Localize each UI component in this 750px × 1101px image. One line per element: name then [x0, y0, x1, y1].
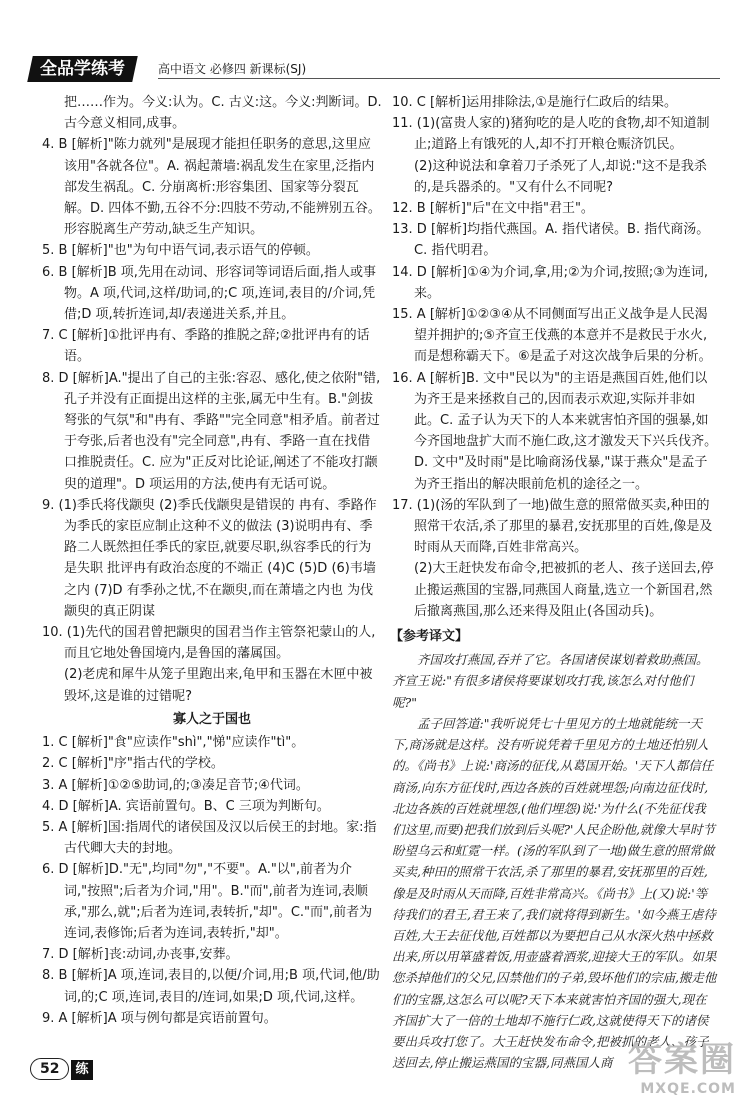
right-column [392, 92, 718, 1073]
answer-item: (2)这种说法和拿着刀子杀死了人,却说:"这不是我杀的,是兵器杀的。"又有什么不同呢? [414, 158, 707, 195]
header-subtitle: 高中语文 必修四 新课标(SJ) [158, 62, 307, 76]
answer-item: 2. C [解析]"序"指古代的学校。 [42, 756, 224, 772]
answer-item: 14. D [解析]①④为介词,拿,用;②为介词,按照;③为连词,来。 [392, 264, 708, 301]
answer-item: 把……作为。今义:认为。C. 古义:这。今义:判断词。D. 古今意义相同,成事。 [64, 95, 382, 132]
answer-item: 11. (1)(富贵人家的)猪狗吃的是人吃的食物,却不知道制止;道路上有饿死的人,却不打开粮仓赈济饥民。 [392, 116, 710, 153]
answer-item: 15. A [解析]①②③④从不同侧面写出正义战争是人民渴望并拥护的;⑤齐宣王伐燕的本意并不是救民于水火,而是想称霸天下。⑥是孟子对这次战争后果的分析。 [392, 307, 712, 365]
answer-item: 4. B [解析]"陈力就列"是展现才能担任职务的意思,这里应该用"各就各位"。A. 祸起萧墙:祸乱发生在家里,泛指内部发生祸乱。C. 分崩离析:形容集团、国家等分裂瓦解。D. 四体不勤,五谷不分:四肢不劳动,不能辨别五谷。形容脱离生产劳动,缺乏生产知识。 [42, 137, 381, 238]
page-footer [30, 1058, 93, 1082]
answer-item: 7. D [解析]丧:动词,办丧事,安葬。 [42, 947, 239, 963]
watermark-url: MXQE.COM [640, 1081, 736, 1097]
answer-item: 17. (1)(汤的军队到了一地)做生意的照常做买卖,种田的照常干农活,杀了那里的暴君,安抚那里的百姓,像是及时雨从天而降,百姓非常高兴。 [392, 497, 713, 556]
answer-item: 9. (1)季氏将伐颛臾 (2)季氏伐颛臾是错误的 冉有、季路作为季氏的家臣应制止这种不义的做法 (3)说明冉有、季路二人既然担任季氏的家臣,就要尽职,纵容季氏的行为是失职 批评冉有政治态度的不端正 (4)C (5)D (6)韦墙之内 (7)D 有季孙之忧,不在颛臾,而在萧墙之内也 为伐颛臾的真正阴谋 [42, 497, 377, 619]
practice-tag: 练 [71, 1060, 92, 1080]
answer-item: 16. A [解析]B. 文中"民以为"的主语是燕国百姓,他们以为齐王是来拯救自己的,因而表示欢迎,实际并非如此。C. 孟子认为天下的人本来就害怕齐国的强暴,如今齐国地盘扩大而不施仁政,这才激发天下兴兵伐齐。D. 文中"及时雨"是比喻商汤伐暴,"谋于燕众"是孟子为齐王指出的解决眼前危机的途径之一。 [392, 370, 718, 492]
page-number: 52 [30, 1058, 69, 1080]
answer-item: 6. B [解析]B 项,先用在动词、形容词等词语后面,指人或事物。A 项,代词,这样/助词,的;C 项,连词,表目的/介词,凭借;D 项,转折连词,却/表递进关系,并且。 [42, 264, 377, 323]
answer-item: 6. D [解析]D."无",均同"勿","不要"。A."以",前者为介词,"按照";后者为介词,"用"。B."而",前者为连词,表顺承,"那么,就";后者为连词,表转折,"却"。C."而",前者为连词,表修饰;后者为连词,表转折,"却"。 [42, 862, 373, 941]
answer-item: 10. C [解析]运用排除法,①是施行仁政后的结果。 [392, 95, 677, 110]
section-title: 寡人之于国也 [172, 711, 251, 727]
left-column [42, 92, 382, 1029]
answer-item: 7. C [解析]①批评冉有、季路的推脱之辞;②批评冉有的话语。 [42, 328, 370, 365]
translation-paragraph: 孟子回答道:"我听说凭七十里见方的土地就能统一天下,商汤就是这样。没有听说凭着千里见方的土地还怕别人的。《尚书》上说:'商汤的征伐,从葛国开始。'天下人都信任商汤,向东方征伐时,西边各族的百姓就埋怨;向南边征伐时,北边各族的百姓就埋怨,(他们埋怨)说:'为什么(不先征伐我们这里,而要)把我们放到后头呢?'人民企盼他,就像大旱时节盼望乌云和虹霓一样。(汤的军队到了一地)做生意的照常做买卖,种田的照常干农活,杀了那里的暴君,安抚那里的百姓,像是及时雨从天而降,百姓非常高兴。《尚书》上(又)说:'等待我们的君王,君王来了,我们就将得到新生。'如今燕王虐待百姓,大王去征伐他,百姓都以为要把自己从水深火热中拯救出来,所以用箪盛着饭,用壶盛着酒浆,迎接大王的军队。如果您杀掉他们的父兄,囚禁他们的子弟,毁坏他们的宗庙,搬走他们的宝器,这怎么可以呢?天下本来就害怕齐国的强大,现在齐国扩大了一倍的土地却不施行仁政,这就使得天下的诸侯要出兵攻打您了。大王赶快发布命令,把被抓的老人、孩子送回去,停止搬运燕国的宝器,同燕国人商 [392, 715, 717, 1071]
answer-item: 8. D [解析]A."提出了自己的主张:容忍、感化,使之依附"错,孔子并没有正面提出这样的主张,属无中生有。B."剑拔弩张的气氛"和"冉有、季路""完全同意"相矛盾。前者过于夸张,后者也没有"完全同意",冉有、季路一直在找借口推脱责任。C. 应为"正反对比论证,阐述了不能攻打颛臾的道理"。D 项运用的方法,使冉有无话可说。 [42, 370, 381, 492]
answer-item: 13. D [解析]均指代燕国。A. 指代诸侯。B. 指代商汤。C. 指代明君。 [392, 222, 710, 259]
answer-item: (2)大王赶快发布命令,把被抓的老人、孩子送回去,停止搬运燕国的宝器,同燕国人商量,选立一个新国君,然后撤离燕国,那么还来得及阻止(各国动兵)。 [414, 561, 714, 619]
translation-paragraph: 齐国攻打燕国,吞并了它。各国诸侯谋划着救助燕国。齐宣王说:"有很多诸侯将要谋划攻打我,该怎么对付他们呢?" [392, 652, 709, 710]
watermark-logo: 答案圈 [628, 1040, 736, 1080]
answer-item: 3. A [解析]①②⑤助词,的;③凑足音节;④代词。 [42, 777, 309, 793]
answer-item: 8. B [解析]A 项,连词,表目的,以便/介词,用;B 项,代词,他/助词,的;C 项,连词,表目的/连词,如果;D 项,代词,这样。 [42, 968, 380, 1005]
answer-item: (2)老虎和犀牛从笼子里跑出来,龟甲和玉器在木匣中被毁坏,这是谁的过错呢? [64, 667, 373, 704]
answer-item: 10. (1)先代的国君曾把颛臾的国君当作主管祭祀蒙山的人,而且它地处鲁国境内,是鲁国的藩属国。 [42, 625, 376, 662]
answer-item: 9. A [解析]A 项与例句都是宾语前置句。 [42, 1010, 277, 1026]
answer-item: 1. C [解析]"食"应读作"shì","悌"应读作"tì"。 [42, 735, 305, 751]
brand-logo: 全品学练考 [27, 56, 138, 82]
header-rule [158, 78, 720, 79]
reference-translation-title: 【参考译文】 [390, 629, 469, 645]
answer-item: 5. A [解析]国:指周代的诸侯国及汉以后侯王的封地。家:指古代卿大夫的封地。 [42, 819, 377, 857]
page-header [30, 56, 720, 82]
watermark [628, 1032, 736, 1097]
answer-item: 12. B [解析]"后"在文中指"君王"。 [392, 201, 594, 217]
answer-item: 5. B [解析]"也"为句中语气词,表示语气的停顿。 [42, 243, 319, 259]
answer-item: 4. D [解析]A. 宾语前置句。B、C 三项为判断句。 [42, 798, 330, 814]
